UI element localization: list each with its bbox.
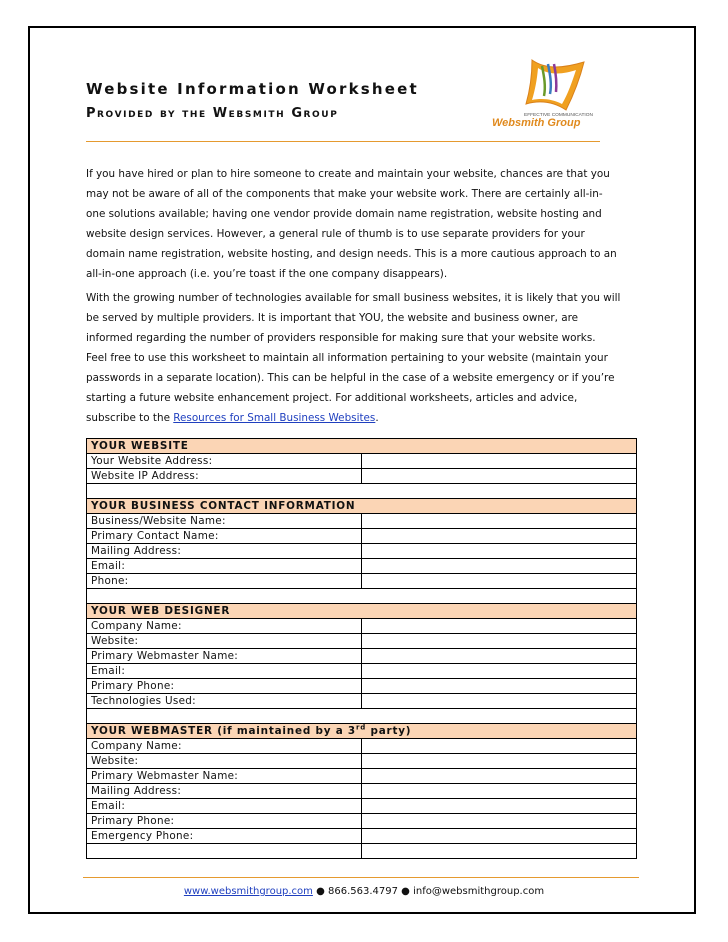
document-title: Website Information Worksheet [86,80,419,98]
webmaster-phone-field[interactable] [362,814,637,829]
website-ip-field[interactable] [362,469,637,484]
form-row: Website: [87,634,637,649]
form-row: Company Name: [87,739,637,754]
form-row: Mailing Address: [87,784,637,799]
form-row: Email: [87,799,637,814]
footer-website-link[interactable]: www.websmithgroup.com [183,886,313,897]
section-header-designer: YOUR WEB DESIGNER [87,604,637,619]
svg-text:EFFECTIVE COMMUNICATION: EFFECTIVE COMMUNICATION [524,113,593,118]
form-row: Primary Webmaster Name: [87,649,637,664]
spacer-row [87,844,637,859]
designer-phone-field[interactable] [362,679,637,694]
form-row: Email: [87,559,637,574]
form-row: Company Name: [87,619,637,634]
section-header-website: YOUR WEBSITE [87,439,637,454]
footer-email: info@websmithgroup.com [413,886,545,897]
websmith-group-logo [484,52,634,132]
form-row: Website: [87,754,637,769]
header-divider [86,141,600,142]
section-header-business: YOUR BUSINESS CONTACT INFORMATION [87,499,637,514]
designer-email-field[interactable] [362,664,637,679]
webmaster-company-field[interactable] [362,739,637,754]
form-row: Business/Website Name: [87,514,637,529]
form-row: Technologies Used: [87,694,637,709]
website-address-field[interactable] [362,454,637,469]
webmaster-email-field[interactable] [362,799,637,814]
designer-technologies-field[interactable] [362,694,637,709]
webmaster-website-field[interactable] [362,754,637,769]
footer: www.websmithgroup.com ● 866.563.4797 ● info@websmithgroup.com [183,886,545,897]
form-row: Primary Contact Name: [87,529,637,544]
webmaster-name-field[interactable] [362,769,637,784]
section-header-webmaster: YOUR WEBMASTER (if maintained by a 3rd party) [87,724,637,739]
website-info-form [86,438,637,859]
document-subtitle: PROVIDED BY THE WEBSMITH GROUP [86,106,339,121]
form-row: Phone: [87,574,637,589]
form-row: Your Website Address: [87,454,637,469]
form-row: Primary Phone: [87,679,637,694]
form-row: Primary Phone: [87,814,637,829]
designer-webmaster-field[interactable] [362,649,637,664]
spacer-row [87,589,637,604]
form-row: Website IP Address: [87,469,637,484]
svg-text:Websmith Group: Websmith Group [492,117,581,129]
primary-contact-field[interactable] [362,529,637,544]
form-row: Emergency Phone: [87,829,637,844]
mailing-address-field[interactable] [362,544,637,559]
webmaster-mailing-field[interactable] [362,784,637,799]
form-row: Mailing Address: [87,544,637,559]
form-row: Primary Webmaster Name: [87,769,637,784]
second-paragraph: With the growing number of technologies available for small business websites, it is likely that you will be served by multiple providers. It is important that YOU, the website and business owner, are informed regarding the number of providers responsible for making sure that your website works. Feel free to use this worksheet to maintain all information pertaining to your website (maintain your passwords in a separate location). This can be helpful in the case of a website emergency or if you’re starting a future website enhancement project. For additional worksheets, articles and advice, subscribe to the Resources for Small Business Websites. [86,292,621,424]
designer-company-field[interactable] [362,619,637,634]
intro-paragraph: If you have hired or plan to hire someone to create and maintain your website, chances are that you may not be aware of all of the components that make your website work. There are certainly all-in- one solutions available; having one vendor provide domain name registration, website hosting and website design services. However, a general rule of thumb is to use separate providers for your domain name registration, website hosting, and design needs. This is a more cautious approach to an all-in-one approach (i.e. you’re toast if the one company disappears). [86,168,617,280]
spacer-row [87,709,637,724]
designer-website-field[interactable] [362,634,637,649]
business-email-field[interactable] [362,559,637,574]
resources-link[interactable]: Resources for Small Business Websites [173,412,376,424]
business-phone-field[interactable] [362,574,637,589]
footer-divider [83,877,639,878]
business-name-field[interactable] [362,514,637,529]
webmaster-emergency-phone-field[interactable] [362,829,637,844]
form-row: Email: [87,664,637,679]
spacer-row [87,484,637,499]
footer-phone: 866.563.4797 [328,886,398,897]
